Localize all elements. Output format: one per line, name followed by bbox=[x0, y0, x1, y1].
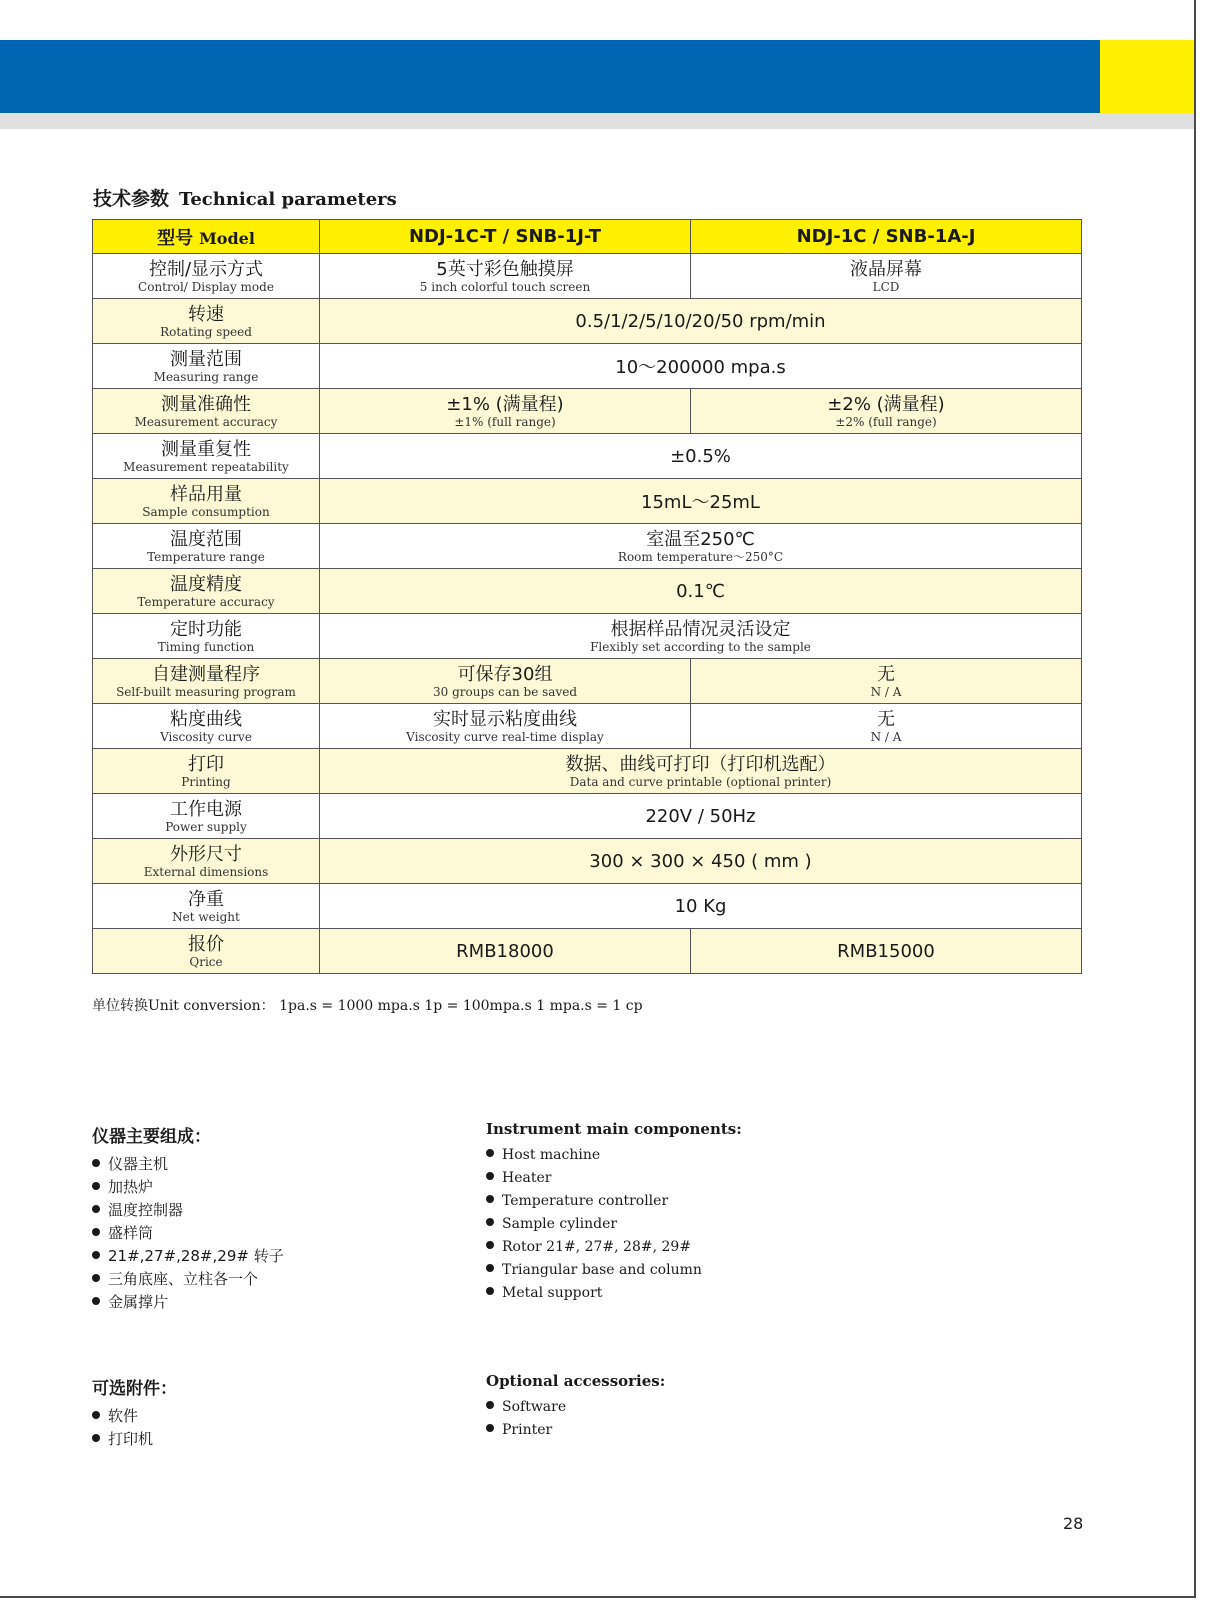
row-label-en: Measuring range bbox=[153, 369, 259, 384]
row-label-en: Qrice bbox=[189, 954, 223, 969]
row-value-col1 bbox=[320, 659, 691, 704]
list-item-text: Printer bbox=[502, 1422, 553, 1438]
spec-table-header bbox=[93, 220, 1082, 254]
accessories-list-zh bbox=[92, 1374, 177, 1451]
row-label-zh: 温度范围 bbox=[170, 528, 242, 550]
row-label bbox=[93, 839, 320, 884]
list-item-text: 软件 bbox=[108, 1407, 139, 1425]
bullet-icon bbox=[486, 1424, 494, 1432]
unit-conversion-note bbox=[92, 995, 643, 1015]
list-item bbox=[92, 1428, 177, 1451]
header-col2: NDJ-1C / SNB-1A-J bbox=[691, 220, 1082, 254]
bullet-icon bbox=[92, 1205, 100, 1213]
header-col1: NDJ-1C-T / SNB-1J-T bbox=[320, 220, 691, 254]
bullet-icon bbox=[92, 1182, 100, 1190]
page-border-bottom bbox=[0, 1596, 1196, 1598]
row-label-zh: 净重 bbox=[188, 888, 224, 910]
list-item-text: 仪器主机 bbox=[108, 1155, 169, 1173]
list-item-text: Sample cylinder bbox=[502, 1216, 618, 1232]
table-row bbox=[93, 614, 1082, 659]
list-item-text: Metal support bbox=[502, 1285, 603, 1301]
row-label-en: Measurement accuracy bbox=[134, 414, 278, 429]
row-label bbox=[93, 479, 320, 524]
list-item-text: Heater bbox=[502, 1170, 552, 1186]
row-value bbox=[320, 524, 1082, 569]
row-label-zh: 样品用量 bbox=[170, 483, 242, 505]
list-item bbox=[92, 1268, 284, 1291]
spec-table bbox=[92, 219, 1082, 974]
row-label bbox=[93, 929, 320, 974]
table-row bbox=[93, 704, 1082, 749]
section-title bbox=[93, 184, 397, 211]
row-label-zh: 工作电源 bbox=[170, 798, 242, 820]
unit-conversion-en: Unit conversion： 1pa.s = 1000 mpa.s 1p = 100mpa.s 1 mpa.s = 1 cp bbox=[148, 998, 643, 1014]
value-zh: 实时显示粘度曲线 bbox=[433, 708, 577, 730]
bullet-icon bbox=[92, 1228, 100, 1236]
value-en: Data and curve printable (optional printer) bbox=[569, 774, 832, 789]
bullet-icon bbox=[92, 1251, 100, 1259]
row-value: 10 Kg bbox=[320, 884, 1082, 929]
bullet-icon bbox=[486, 1149, 494, 1157]
row-label-zh: 测量准确性 bbox=[161, 393, 251, 415]
list-item-text: 盛样筒 bbox=[108, 1224, 154, 1242]
list-item bbox=[486, 1213, 742, 1236]
list-item-text: Triangular base and column bbox=[502, 1262, 702, 1278]
bullet-icon bbox=[92, 1434, 100, 1442]
components-list-zh bbox=[92, 1122, 284, 1314]
list-item bbox=[486, 1259, 742, 1282]
value-zh: 数据、曲线可打印（打印机选配） bbox=[565, 753, 836, 775]
row-label-en: Temperature range bbox=[147, 549, 265, 564]
row-label bbox=[93, 704, 320, 749]
row-label-en: Sample consumption bbox=[142, 504, 270, 519]
bullet-icon bbox=[486, 1218, 494, 1226]
row-label-en: Net weight bbox=[172, 909, 240, 924]
table-row bbox=[93, 389, 1082, 434]
row-label-zh: 打印 bbox=[188, 753, 224, 775]
header-yellow-block bbox=[1100, 40, 1195, 113]
table-row bbox=[93, 479, 1082, 524]
value-en: ±1% (full range) bbox=[454, 414, 556, 429]
value-en: LCD bbox=[872, 279, 900, 294]
header-blue-band bbox=[0, 40, 1100, 113]
row-label-zh: 外形尺寸 bbox=[170, 843, 242, 865]
value-en: N / A bbox=[870, 684, 902, 699]
list-item-text: 21#,27#,28#,29# 转子 bbox=[108, 1247, 284, 1265]
row-label-en: Timing function bbox=[157, 639, 255, 654]
components-list-en bbox=[486, 1120, 742, 1305]
row-label bbox=[93, 794, 320, 839]
row-label-zh: 转速 bbox=[188, 303, 224, 325]
row-value-col1 bbox=[320, 704, 691, 749]
row-label-zh: 温度精度 bbox=[170, 573, 242, 595]
row-value-col2: RMB15000 bbox=[691, 929, 1082, 974]
row-label bbox=[93, 344, 320, 389]
list-item bbox=[92, 1291, 284, 1314]
row-label-zh: 粘度曲线 bbox=[170, 708, 242, 730]
page-number: 28 bbox=[1063, 1514, 1084, 1533]
row-label-en: Printing bbox=[181, 774, 231, 789]
list-item-text: 打印机 bbox=[108, 1430, 154, 1448]
table-row bbox=[93, 839, 1082, 884]
bullet-icon bbox=[486, 1264, 494, 1272]
row-value: 15mL～25mL bbox=[320, 479, 1082, 524]
table-row bbox=[93, 794, 1082, 839]
row-label-en: Control/ Display mode bbox=[138, 279, 274, 294]
value-en: 30 groups can be saved bbox=[433, 684, 577, 699]
table-row bbox=[93, 524, 1082, 569]
value-zh: 可保存30组 bbox=[457, 663, 553, 685]
row-value-col1 bbox=[320, 389, 691, 434]
bullet-icon bbox=[486, 1241, 494, 1249]
bullet-icon bbox=[92, 1274, 100, 1282]
row-value-col2 bbox=[691, 254, 1082, 299]
list-item-text: 金属撑片 bbox=[108, 1293, 169, 1311]
row-value: ±0.5% bbox=[320, 434, 1082, 479]
components-title-en: Instrument main components: bbox=[486, 1120, 742, 1138]
table-row bbox=[93, 929, 1082, 974]
table-row bbox=[93, 254, 1082, 299]
row-value: 300 × 300 × 450 ( mm ) bbox=[320, 839, 1082, 884]
value-zh: 液晶屏幕 bbox=[850, 258, 922, 280]
value-zh: 根据样品情况灵活设定 bbox=[610, 618, 791, 640]
row-label-zh: 报价 bbox=[188, 933, 224, 955]
row-label-zh: 控制/显示方式 bbox=[148, 258, 264, 280]
list-item bbox=[92, 1153, 284, 1176]
unit-conversion-zh: 单位转换 bbox=[92, 998, 148, 1014]
header-model-zh: 型号 bbox=[157, 227, 194, 249]
value-zh: 无 bbox=[877, 708, 895, 730]
row-label bbox=[93, 884, 320, 929]
row-label-en: Self-built measuring program bbox=[116, 684, 296, 699]
bullet-icon bbox=[486, 1401, 494, 1409]
header-grey-stripe bbox=[0, 113, 1195, 129]
list-item bbox=[486, 1236, 742, 1259]
row-label bbox=[93, 749, 320, 794]
list-item bbox=[486, 1167, 742, 1190]
list-item-text: Rotor 21#, 27#, 28#, 29# bbox=[502, 1239, 692, 1255]
table-row bbox=[93, 749, 1082, 794]
value-en: Flexibly set according to the sample bbox=[590, 639, 811, 654]
header-model-cell bbox=[93, 220, 320, 254]
list-item bbox=[92, 1176, 284, 1199]
row-label bbox=[93, 389, 320, 434]
value-zh: ±2% (满量程) bbox=[827, 393, 945, 415]
row-label-zh: 测量重复性 bbox=[161, 438, 251, 460]
row-label bbox=[93, 434, 320, 479]
row-label bbox=[93, 659, 320, 704]
row-value-col1: RMB18000 bbox=[320, 929, 691, 974]
list-item bbox=[92, 1222, 284, 1245]
header-model-en: Model bbox=[199, 228, 255, 248]
row-label-en: Temperature accuracy bbox=[137, 594, 275, 609]
list-item bbox=[486, 1396, 665, 1419]
row-value bbox=[320, 749, 1082, 794]
row-label-en: Rotating speed bbox=[160, 324, 252, 339]
list-item-text: 温度控制器 bbox=[108, 1201, 184, 1219]
row-label bbox=[93, 614, 320, 659]
value-zh: 室温至250℃ bbox=[646, 528, 755, 550]
value-en: Room temperature～250°C bbox=[617, 549, 784, 564]
list-item bbox=[92, 1245, 284, 1268]
row-label bbox=[93, 524, 320, 569]
list-item bbox=[92, 1405, 177, 1428]
row-label-en: Viscosity curve bbox=[160, 729, 252, 744]
bullet-icon bbox=[486, 1195, 494, 1203]
list-item bbox=[486, 1419, 665, 1442]
accessories-title-en: Optional accessories: bbox=[486, 1372, 666, 1390]
value-en: 5 inch colorful touch screen bbox=[419, 279, 591, 294]
row-label-en: External dimensions bbox=[143, 864, 269, 879]
list-item bbox=[486, 1190, 742, 1213]
bullet-icon bbox=[486, 1287, 494, 1295]
section-title-zh: 技术参数 bbox=[93, 188, 170, 210]
list-item bbox=[486, 1282, 742, 1305]
list-item bbox=[486, 1144, 742, 1167]
row-value-col2 bbox=[691, 659, 1082, 704]
bullet-icon bbox=[92, 1159, 100, 1167]
row-value bbox=[320, 614, 1082, 659]
row-label-en: Power supply bbox=[165, 819, 247, 834]
list-item-text: 三角底座、立柱各一个 bbox=[108, 1270, 259, 1288]
table-row bbox=[93, 299, 1082, 344]
section-title-en: Technical parameters bbox=[179, 189, 397, 210]
row-label-en: Measurement repeatability bbox=[123, 459, 289, 474]
components-title-zh: 仪器主要组成： bbox=[92, 1127, 211, 1147]
page-border-right bbox=[1194, 0, 1196, 1598]
table-row bbox=[93, 659, 1082, 704]
row-label bbox=[93, 569, 320, 614]
table-row bbox=[93, 884, 1082, 929]
table-row bbox=[93, 569, 1082, 614]
bullet-icon bbox=[92, 1411, 100, 1419]
list-item-text: Host machine bbox=[502, 1147, 601, 1163]
value-en: N / A bbox=[870, 729, 902, 744]
accessories-title-zh: 可选附件： bbox=[92, 1379, 177, 1399]
list-item-text: Temperature controller bbox=[502, 1193, 669, 1209]
value-en: ±2% (full range) bbox=[835, 414, 937, 429]
list-item-text: 加热炉 bbox=[108, 1178, 154, 1196]
list-item-text: Software bbox=[502, 1399, 567, 1415]
row-label bbox=[93, 299, 320, 344]
accessories-list-en bbox=[486, 1372, 665, 1442]
row-value-col2 bbox=[691, 389, 1082, 434]
table-row bbox=[93, 434, 1082, 479]
row-label-zh: 测量范围 bbox=[170, 348, 242, 370]
row-value: 0.5/1/2/5/10/20/50 rpm/min bbox=[320, 299, 1082, 344]
row-label-zh: 定时功能 bbox=[170, 618, 242, 640]
row-label-zh: 自建测量程序 bbox=[152, 663, 260, 685]
row-value: 0.1℃ bbox=[320, 569, 1082, 614]
row-value-col2 bbox=[691, 704, 1082, 749]
row-value: 220V / 50Hz bbox=[320, 794, 1082, 839]
value-zh: ±1% (满量程) bbox=[446, 393, 564, 415]
bullet-icon bbox=[486, 1172, 494, 1180]
value-en: Viscosity curve real-time display bbox=[406, 729, 604, 744]
value-zh: 无 bbox=[877, 663, 895, 685]
row-label bbox=[93, 254, 320, 299]
bullet-icon bbox=[92, 1297, 100, 1305]
row-value: 10～200000 mpa.s bbox=[320, 344, 1082, 389]
value-zh: 5英寸彩色触摸屏 bbox=[436, 258, 574, 280]
list-item bbox=[92, 1199, 284, 1222]
row-value-col1 bbox=[320, 254, 691, 299]
table-row bbox=[93, 344, 1082, 389]
